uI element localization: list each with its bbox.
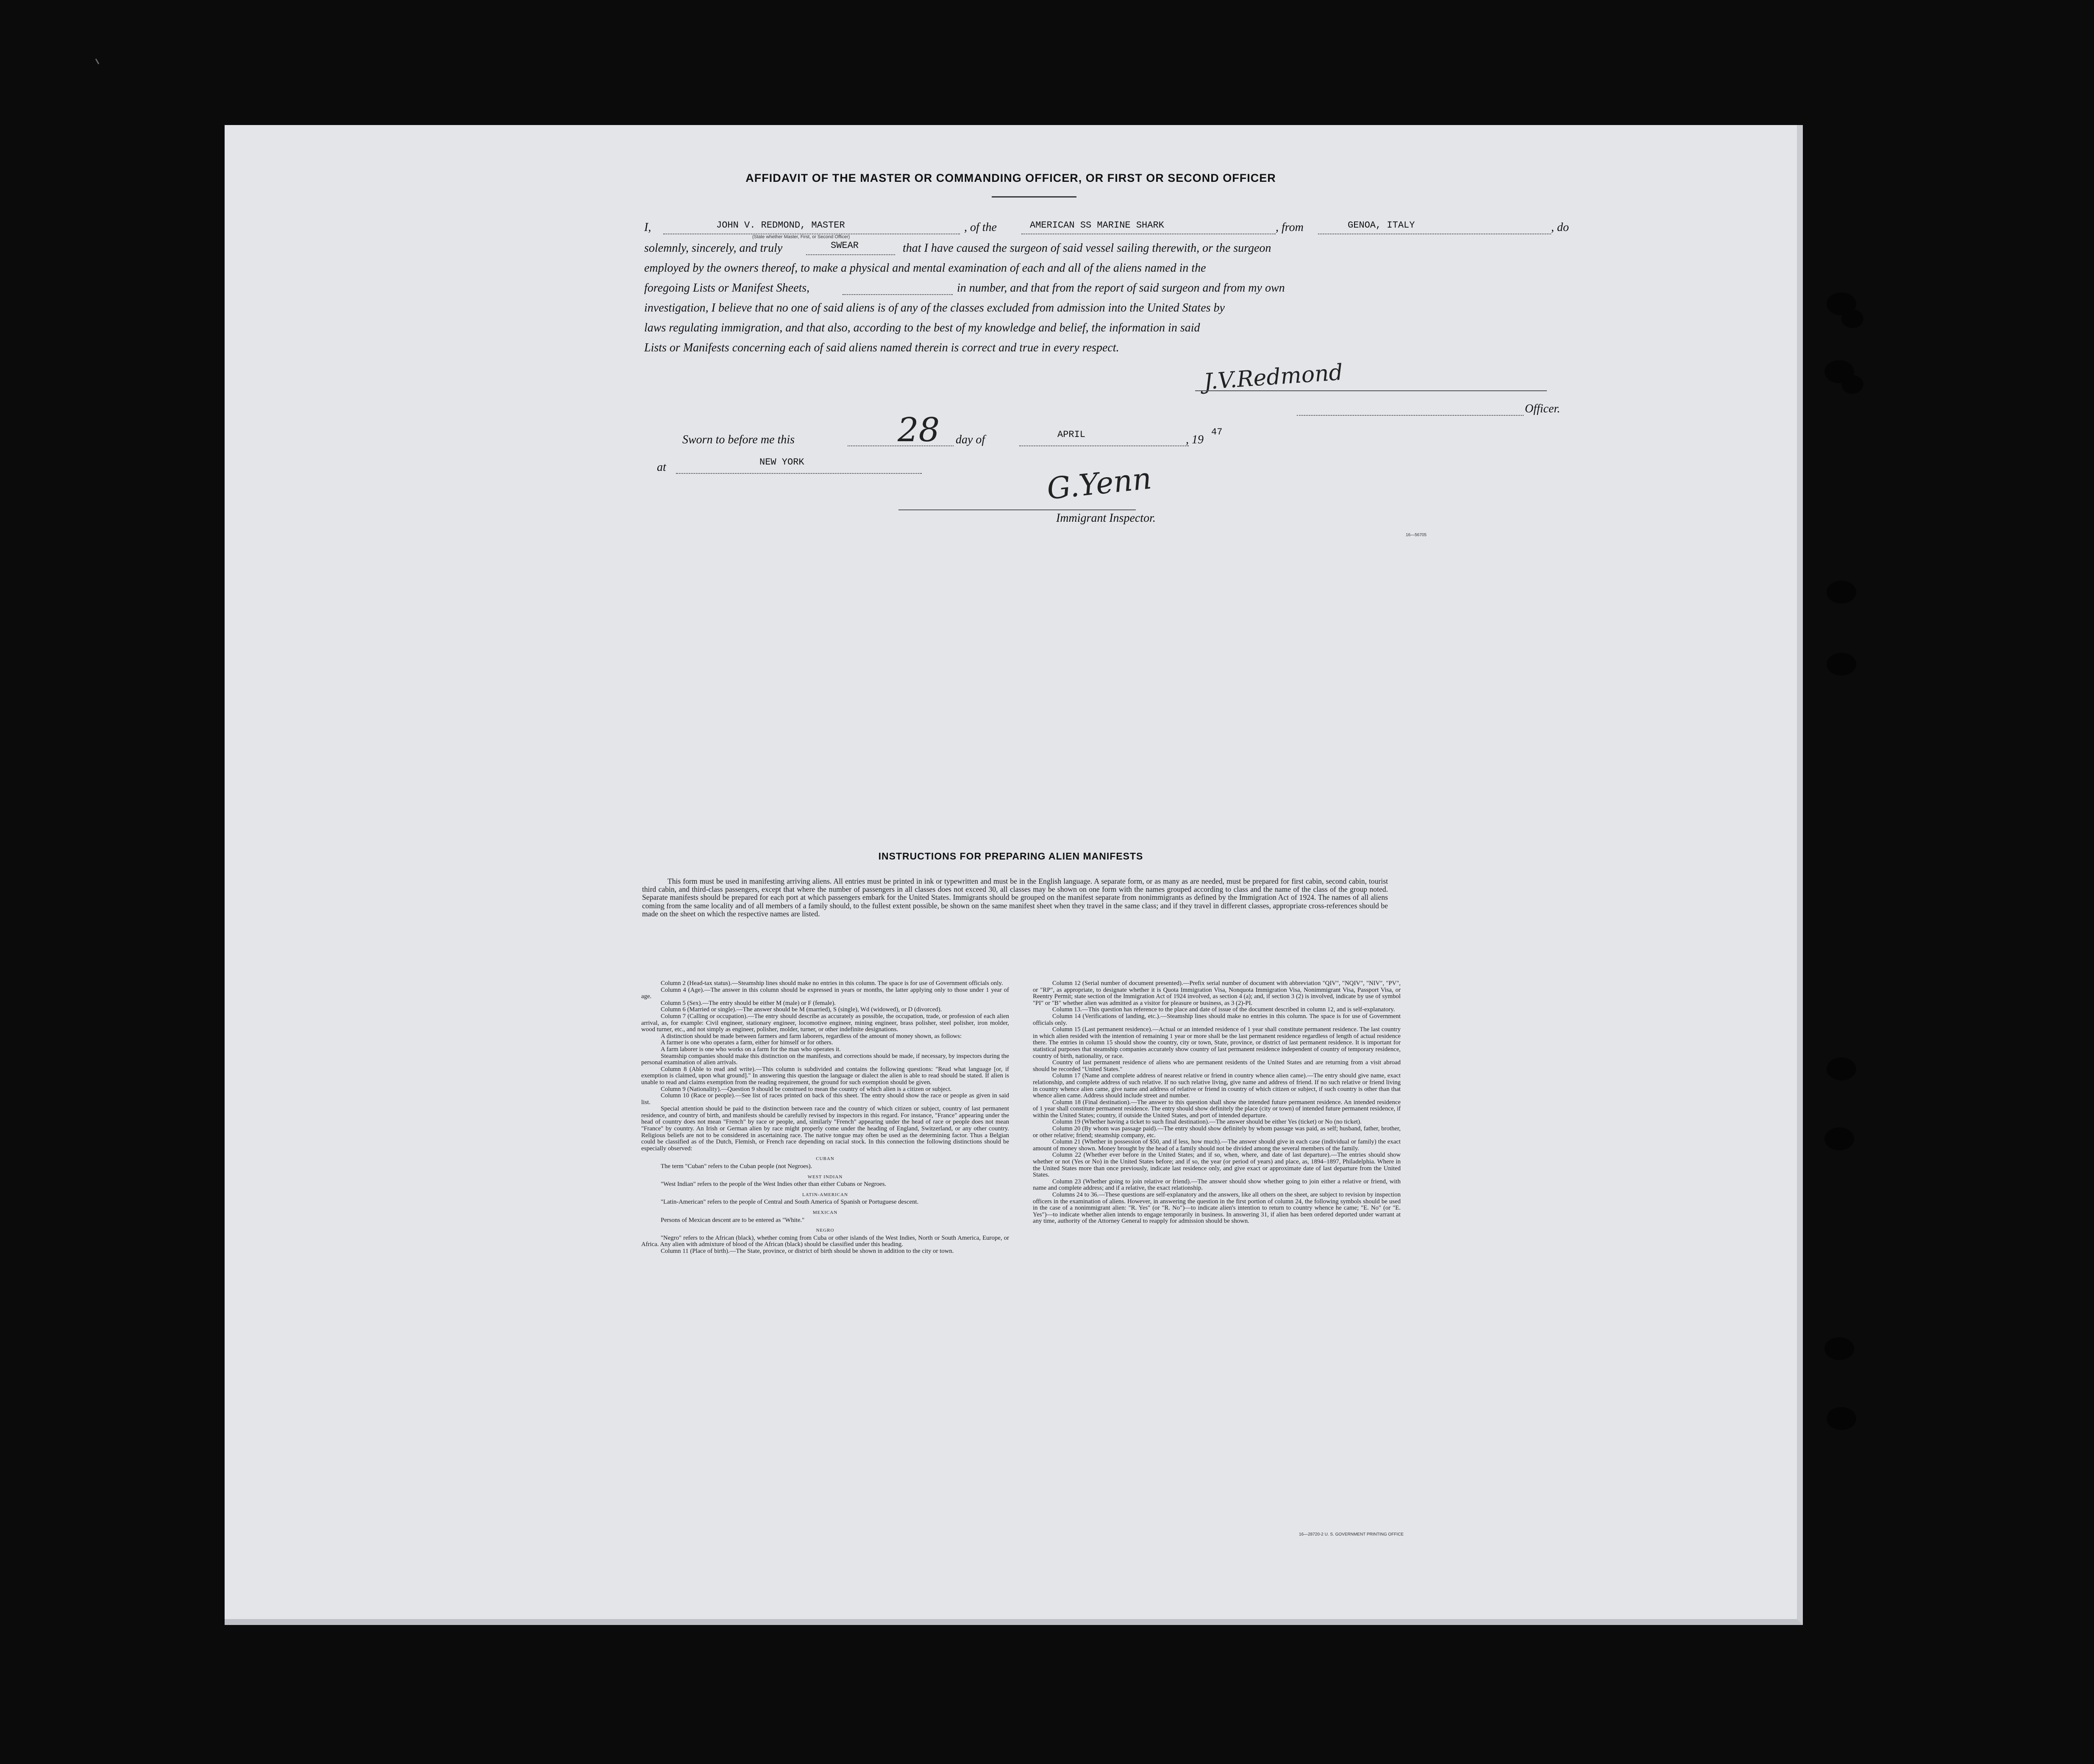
signature-line (1195, 390, 1547, 391)
place-value: NEW YORK (759, 457, 804, 467)
footer-print-code: 16—28720-2 U. S. GOVERNMENT PRINTING OFFICE (1299, 1532, 1404, 1537)
col2-paragraph: Column 2 (Head-tax status).—Steamship lines should make no entries in this column. The space is for use of Government officials only. (661, 980, 1003, 987)
cuban-paragraph: The term "Cuban" refers to the Cuban people (not Negroes). (661, 1163, 812, 1170)
farmer-distinction-paragraph: A distinction should be made between farmers and farm laborers, regardless of the amount of money shown, as follows: (661, 1032, 962, 1040)
col23-paragraph: Column 23 (Whether going to join relative or friend).—The answer should show whether going to join either a relative or friend, with name and complete address; and if a relative, the exact relationship. (1033, 1178, 1401, 1192)
vessel-value: AMERICAN SS MARINE SHARK (1030, 220, 1164, 231)
col24-36-paragraph: Columns 24 to 36.—These questions are self-explanatory and the answers, like all others on the sheet, are subject to revision by inspection officers in the examination of aliens. However, in answering the question in the first portion of column 24, the following symbols should be used in the case of a nonimmigrant alien: "R. Yes" (or "R. No")—to indicate alien's intention to return to country whence he came; "E. No" (or "E. Yes")—to indicate whether alien intends to engage temporarily in business. In answering 31, if alien has been ordered deported under warrant at any time, authority of the Attorney General to reapply for admission should be shown. (1033, 1191, 1401, 1225)
instructions-left-column (641, 980, 1009, 1255)
inspector-label: Immigrant Inspector. (1056, 512, 1156, 525)
month-field (1019, 431, 1189, 446)
binder-hole (1841, 375, 1863, 394)
port-value: GENOA, ITALY (1348, 220, 1415, 231)
day-of-text: day of (956, 433, 985, 446)
binder-hole (1827, 1407, 1856, 1430)
col17-paragraph: Column 17 (Name and complete address of nearest relative or friend in country whence alien came).—The entry should give name, exact relationship, and complete address of such relative. If no such relative living, give name and address of friend. If no such relative or friend living in country whence alien came, give name and address of relative or friend in country of which citizen or subject, if such country is other than that whence alien came. Address should include street and number. (1033, 1072, 1401, 1099)
title-rule (992, 196, 1076, 198)
day-value: 28 (898, 411, 940, 449)
count-field (843, 280, 953, 295)
heading-mexican: MEXICAN (812, 1210, 838, 1215)
col15-paragraph: Column 15 (Last permanent residence).—Actual or an intended residence of 1 year shall constitute permanent residence. The last country in which alien resided with the intention of remaining 1 year or more shall be the last permanent residence regardless of length of actual residence there. The entries in column 15 should show the country, city or town, State, province, or district of last permanent residence. It is important for statistical purposes that steamship companies accurately show country of last permanent residence independent of country of temporary residence, country of birth, nationality, or race. (1033, 1026, 1401, 1060)
inspector-signature: G.Yenn (1045, 461, 1154, 506)
instructions-title: INSTRUCTIONS FOR PREPARING ALIEN MANIFESTS (878, 851, 1143, 862)
form-number: 16—56705 (1406, 533, 1427, 537)
text-lists: Lists or Manifests concerning each of said aliens named therein is correct and true in every respect. (644, 341, 1119, 354)
col19-paragraph: Column 19 (Whether having a ticket to such final destination).—The answer should be either Yes (ticket) or No (no ticket). (1052, 1118, 1362, 1126)
officer-name-note: (State whether Master, First, or Second Officer) (752, 234, 850, 239)
swear-value: SWEAR (831, 240, 859, 251)
inspector-line (898, 509, 1136, 510)
binder-hole (1827, 581, 1856, 604)
col8-paragraph: Column 8 (Able to read and write).—This column is subdivided and contains the following questions: "Read what language [or, if exemption is claimed, upon what ground]." In answering this question the language or dialect the alien is able to read should be stated. If alien is unable to read and claims exemption from the reading requirement, the ground for such exemption should be given. (641, 1066, 1009, 1086)
west-indian-paragraph: "West Indian" refers to the people of the West Indies other than either Cubans or Negroes. (661, 1181, 887, 1188)
text-employed: employed by the owners thereof, to make a physical and mental examination of each and all of the aliens named in the (644, 262, 1206, 275)
binder-hole (1824, 1337, 1854, 1360)
heading-west-indian: WEST INDIAN (807, 1174, 843, 1180)
col7-paragraph: Column 7 (Calling or occupation).—The entry should describe as accurately as possible, the occupation, trade, or profession of each alien arrival, as, for example: Civil engineer, stationary engineer, locomotive engineer, mining engineer, brass polisher, steel polisher, iron molder, wood turner, etc., and not simply as engineer, polisher, molder, turner, or other indefinite designations. (641, 1013, 1009, 1033)
affidavit-title: AFFIDAVIT OF THE MASTER OR COMMANDING OFFICER, OR FIRST OR SECOND OFFICER (745, 172, 1276, 184)
officer-line (1297, 401, 1524, 416)
manifest-page (225, 125, 1803, 1625)
farmer-paragraph: A farmer is one who operates a farm, either for himself or for others. (661, 1039, 833, 1046)
binder-hole (1827, 1057, 1856, 1080)
col22-paragraph: Column 22 (Whether ever before in the United States; and if so, when, where, and date of last departure).—The entries should show whether or not (Yes or No) in the United States before; and if so, the year (or period of years) and place, as, 1894–1897, Philadelphia. Where in the United States more than once previously, indicate last residence only, and give exact or approximate date of last departure from the United States. (1033, 1152, 1401, 1179)
mexican-paragraph: Persons of Mexican descent are to be entered as "White." (661, 1216, 805, 1224)
instructions-right-column (1033, 980, 1401, 1225)
col12-paragraph: Column 12 (Serial number of document presented).—Prefix serial number of document with abbreviation "QIV", "NQIV", "NIV", "PV", or "RP", as appropriate, to designate whether it is Quota Immigration Visa, Nonquota Immigration Visa, Nonimmigrant Visa, Passport Visa, or Reentry Permit; state section of the Immigration Act of 1924 involved, as section 4 (a); and, if section 3 (2) is involved, indicate by use of symbol "PI" or "B" whether alien was admitted as a visitor for pleasure or business, as 3 (2)-PI. (1033, 980, 1401, 1007)
binder-hole (1824, 1127, 1854, 1150)
scan-speck (95, 58, 100, 64)
month-value: APRIL (1057, 429, 1086, 440)
officer-name-value: JOHN V. REDMOND, MASTER (716, 220, 845, 231)
binder-hole (1841, 309, 1863, 328)
col4-paragraph: Column 4 (Age).—The answer in this column should be expressed in years or months, the latter applying only to those under 1 year of age. (641, 986, 1009, 1000)
sworn-text: Sworn to before me this (682, 433, 795, 446)
text-investigation: investigation, I believe that no one of said aliens is of any of the classes excluded from admission into the United States by (644, 301, 1225, 314)
permanent-residence-paragraph: Country of last permanent residence of aliens who are permanent residents of the United States and are returning from a visit abroad should be recorded "United States." (1033, 1059, 1401, 1073)
text-in-number: in number, and that from the report of said surgeon and from my own (957, 281, 1285, 295)
col14-paragraph: Column 14 (Verifications of landing, etc.).—Steamship lines should make no entries in this column. The space is for use of Government officials only. (1033, 1013, 1401, 1027)
heading-cuban: CUBAN (816, 1156, 834, 1162)
special-attention-paragraph: Special attention should be paid to the distinction between race and the country of which citizen or subject, country of last permanent residence, and country of birth, and manifests should be carefully revised by inspectors in this regard. For instance, "France" appearing under the head of country does not mean "French" by race or people, and, similarly "French" appearing under the head of race or people does not mean "France" by country. An Irish or German alien by race might properly come under the heading of England, Switzerland, or any other country. Religious beliefs are not to be considered in ascertaining race. The native tongue may often be used as the determining factor. Thus a Belgian could be classified as of the Dutch, Flemish, or French race depending on racial stock. In this connection the following distinctions should be especially observed: (641, 1105, 1009, 1152)
farm-laborer-paragraph: A farm laborer is one who works on a farm for the man who operates it. (661, 1046, 841, 1053)
text-solemnly: solemnly, sincerely, and truly (644, 242, 783, 255)
latin-american-paragraph: "Latin-American" refers to the people of Central and South America of Spanish or Portuguese descent. (661, 1199, 919, 1206)
text-i: I, (644, 221, 651, 234)
col13-paragraph: Column 13.—This question has reference to the place and date of issue of the document described in column 12, and is self-explanatory. (1052, 1006, 1395, 1013)
col6-paragraph: Column 6 (Married or single).—The answer should be M (married), S (single), Wd (widowed), or D (divorced). (661, 1006, 942, 1013)
master-signature: J.V.Redmond (1203, 359, 1344, 395)
col9-paragraph: Column 9 (Nationality).—Question 9 should be construed to mean the country of which alien is a citizen or subject. (661, 1085, 952, 1093)
at-label: at (657, 461, 666, 474)
officer-label: Officer. (1525, 402, 1560, 415)
col5-paragraph: Column 5 (Sex).—The entry should be either M (male) or F (female). (661, 999, 836, 1007)
text-from: , from (1276, 221, 1304, 234)
instructions-intro (642, 877, 1388, 918)
col21-paragraph: Column 21 (Whether in possession of $50, and if less, how much).—The answer should give in each case (individual or family) the exact amount of money shown. Money brought by the head of a family should not be divided among the several members of the family. (1033, 1138, 1401, 1152)
year-prefix: , 19 (1186, 433, 1204, 446)
year-value: 47 (1211, 427, 1223, 437)
text-caused-surgeon: that I have caused the surgeon of said vessel sailing therewith, or the surgeon (903, 242, 1271, 255)
text-foregoing: foregoing Lists or Manifest Sheets, (644, 281, 810, 295)
text-laws: laws regulating immigration, and that also, according to the best of my knowledge and belief, the information in said (644, 321, 1200, 334)
negro-paragraph: "Negro" refers to the African (black), whether coming from Cuba or other islands of the West Indies, North or South America, Europe, or Africa. Any alien with admixture of blood of the African (black) should be classified under this heading. (641, 1234, 1009, 1248)
col18-paragraph: Column 18 (Final destination).—The answer to this question shall show the intended future permanent residence. An intended residence of 1 year shall constitute permanent residence. The entry should show definitely the place (city or town) of intended future permanent residence, if within the United States; country, if outside the United States, and port of intended departure. (1033, 1099, 1401, 1119)
heading-latin-american: LATIN-AMERICAN (802, 1192, 848, 1197)
text-of-the: , of the (964, 221, 997, 234)
col11-paragraph: Column 11 (Place of birth).—The State, province, or district of birth should be shown in addition to the city or town. (661, 1247, 954, 1255)
steamship-paragraph: Steamship companies should make this distinction on the manifests, and corrections should be made, if necessary, by inspectors during the personal examination of alien arrivals. (641, 1052, 1009, 1066)
binder-hole (1827, 653, 1856, 676)
col10-paragraph: Column 10 (Race or people).—See list of races printed on back of this sheet. The entry should show the race or people as given in said list. (641, 1092, 1009, 1106)
heading-negro: NEGRO (816, 1228, 834, 1233)
col20-paragraph: Column 20 (By whom was passage paid).—The entry should show definitely by whom passage was paid, as self; husband, father, brother, or other relative; friend; steamship company, etc. (1033, 1125, 1401, 1139)
intro-paragraph: This form must be used in manifesting arriving aliens. All entries must be printed in ink or typewritten and must be in the English language. A separate form, or as many as are needed, must be prepared for first cabin, second cabin, tourist third cabin, and third-class passengers, except that where the number of passengers in all classes does not exceed 30, all classes may be shown on one form with the names grouped according to class and the name of the class of the group noted. Separate manifests should be prepared for each port at which passengers embark for the United States. Immigrants should be grouped on the manifest separate from nonimmigrants as defined by the Immigration Act of 1924. The names of all aliens coming from the same locality and of all members of a family should, to the fullest extent possible, be shown on the same manifest sheet when they travel in the same class; and if they travel in different classes, appropriate cross-references should be made on the sheet on which the respective names are listed. (642, 877, 1388, 918)
text-do: , do (1551, 221, 1569, 234)
